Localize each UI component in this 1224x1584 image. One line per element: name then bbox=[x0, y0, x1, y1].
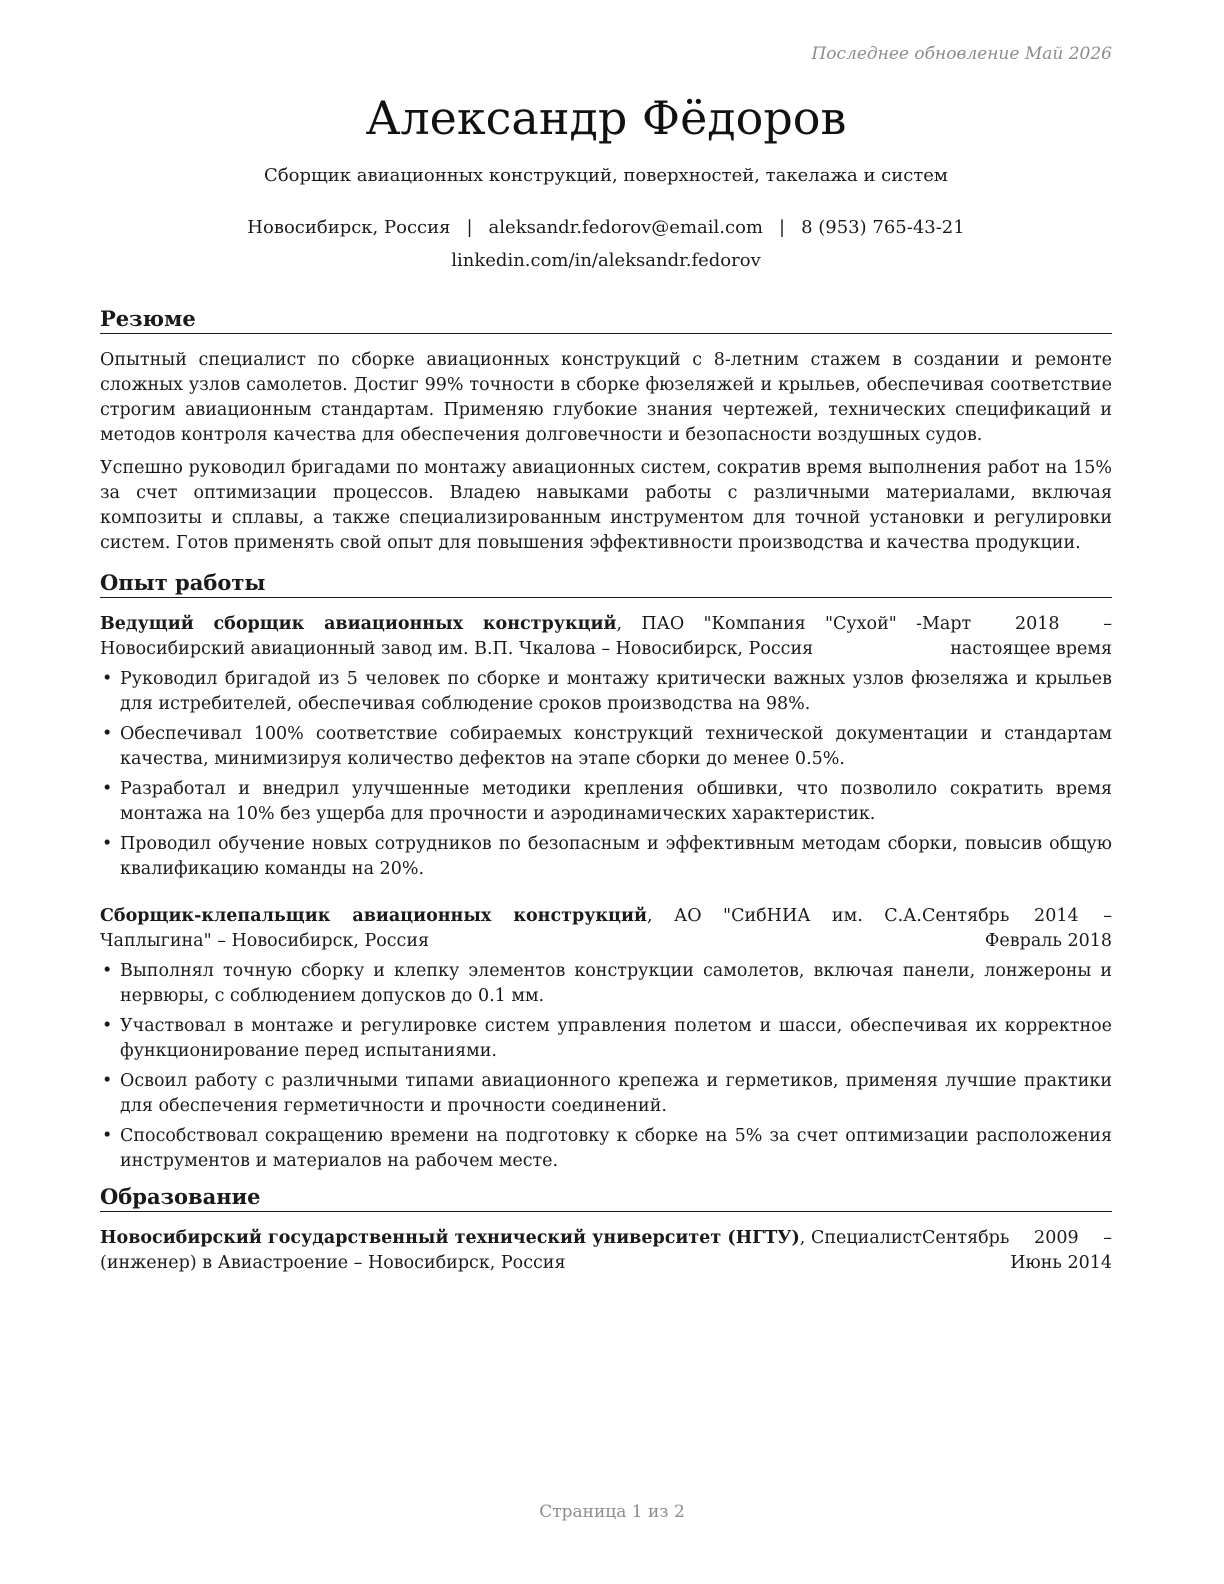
summary-paragraph: Опытный специалист по сборке авиационных конструкций с 8-летним стажем в создании и ремонте сложных узлов самолетов. Достиг 99% точности в сборке фюзеляжей и крыльев, обеспечивая соответствие строгим авиационным стандартам. Применяю глубокие знания чертежей, технических спецификаций и методов контроля качества для обеспечения долговечности и безопасности воздушных судов. bbox=[100, 350, 1112, 445]
job-organization: , ПАО "Компания "Сухой" - Новосибирский авиационный завод им. В.П. Чкалова – Новосибирск, Россия bbox=[100, 614, 922, 659]
education-entry bbox=[100, 1226, 1112, 1276]
job-role: Ведущий сборщик авиационных конструкций bbox=[100, 614, 617, 634]
section-title-education: Образование bbox=[100, 1184, 1112, 1212]
email-link[interactable]: aleksandr.fedorov@email.com bbox=[488, 217, 763, 238]
phone-number: 8 (953) 765-43-21 bbox=[801, 217, 965, 238]
contact-separator: | bbox=[466, 217, 473, 238]
degree-details: , Специалист (инженер) в Авиастроение – Новосибирск, Россия bbox=[100, 1228, 922, 1273]
contact-line bbox=[100, 216, 1112, 240]
resume-content bbox=[100, 306, 1112, 1276]
contact-separator: | bbox=[779, 217, 786, 238]
job-achievements bbox=[100, 959, 1112, 1174]
list-item: • Руководил бригадой из 5 человек по сборке и монтажу критически важных узлов фюзеляжа и крыльев для истребителей, обеспечивая соблюдение сроков производства на 98%. bbox=[100, 667, 1112, 717]
candidate-name: Александр Фёдоров bbox=[365, 91, 847, 145]
job-header bbox=[100, 612, 1112, 662]
education-section bbox=[100, 1184, 1112, 1276]
education-degree bbox=[100, 1226, 922, 1276]
job-entry bbox=[100, 904, 1112, 1174]
experience-section bbox=[100, 570, 1112, 1174]
job-organization: , АО "СибНИА им. С.А. Чаплыгина" – Новосибирск, Россия bbox=[100, 906, 922, 951]
job-role: Сборщик-клепальщик авиационных конструкций bbox=[100, 906, 647, 926]
list-item: • Участвовал в монтаже и регулировке систем управления полетом и шасси, обеспечивая их корректное функционирование перед испытаниями. bbox=[100, 1014, 1112, 1064]
section-title-experience: Опыт работы bbox=[100, 570, 1112, 598]
section-title-summary: Резюме bbox=[100, 306, 1112, 334]
job-position bbox=[100, 904, 922, 954]
location: Новосибирск, Россия bbox=[247, 217, 451, 238]
summary-section bbox=[100, 306, 1112, 556]
last-updated: Последнее обновление Май 2026 bbox=[811, 44, 1112, 64]
list-item: • Разработал и внедрил улучшенные методики крепления обшивки, что позволило сократить время монтажа на 10% без ущерба для прочности и аэродинамических характеристик. bbox=[100, 777, 1112, 827]
job-dates: Март 2018 – настоящее время bbox=[922, 614, 1112, 659]
linkedin-link[interactable]: linkedin.com/in/aleksandr.fedorov bbox=[451, 250, 761, 271]
list-item: • Обеспечивал 100% соответствие собираемых конструкций технической документации и стандартам качества, минимизируя количество дефектов на этапе сборки до менее 0.5%. bbox=[100, 722, 1112, 772]
summary-paragraph: Успешно руководил бригадами по монтажу авиационных систем, сократив время выполнения работ на 15% за счет оптимизации процессов. Владею навыками работы с различными материалами, включая композиты и сплавы, а также специализированным инструментом для точной установки и регулировки систем. Готов применять свой опыт для повышения эффективности производства и качества продукции. bbox=[100, 458, 1112, 553]
resume-header bbox=[100, 88, 1112, 273]
job-position bbox=[100, 612, 922, 662]
job-entry bbox=[100, 612, 1112, 882]
education-dates: Сентябрь 2009 – Июнь 2014 bbox=[922, 1228, 1112, 1273]
job-dates: Сентябрь 2014 – Февраль 2018 bbox=[922, 906, 1112, 951]
institution-name: Новосибирский государственный технический университет (НГТУ) bbox=[100, 1228, 800, 1248]
list-item: • Освоил работу с различными типами авиационного крепежа и герметиков, применяя лучшие практики для обеспечения герметичности и прочности соединений. bbox=[100, 1069, 1112, 1119]
list-item: • Выполнял точную сборку и клепку элементов конструкции самолетов, включая панели, лонжероны и нервюры, с соблюдением допусков до 0.1 мм. bbox=[100, 959, 1112, 1009]
job-achievements bbox=[100, 667, 1112, 882]
education-header bbox=[100, 1226, 1112, 1276]
list-item: • Проводил обучение новых сотрудников по безопасным и эффективным методам сборки, повысив общую квалификацию команды на 20%. bbox=[100, 832, 1112, 882]
list-item: • Способствовал сокращению времени на подготовку к сборке на 5% за счет оптимизации расположения инструментов и материалов на рабочем месте. bbox=[100, 1124, 1112, 1174]
candidate-title: Сборщик авиационных конструкций, поверхностей, такелажа и систем bbox=[264, 165, 948, 186]
page-number: Страница 1 из 2 bbox=[539, 1502, 685, 1522]
job-header bbox=[100, 904, 1112, 954]
